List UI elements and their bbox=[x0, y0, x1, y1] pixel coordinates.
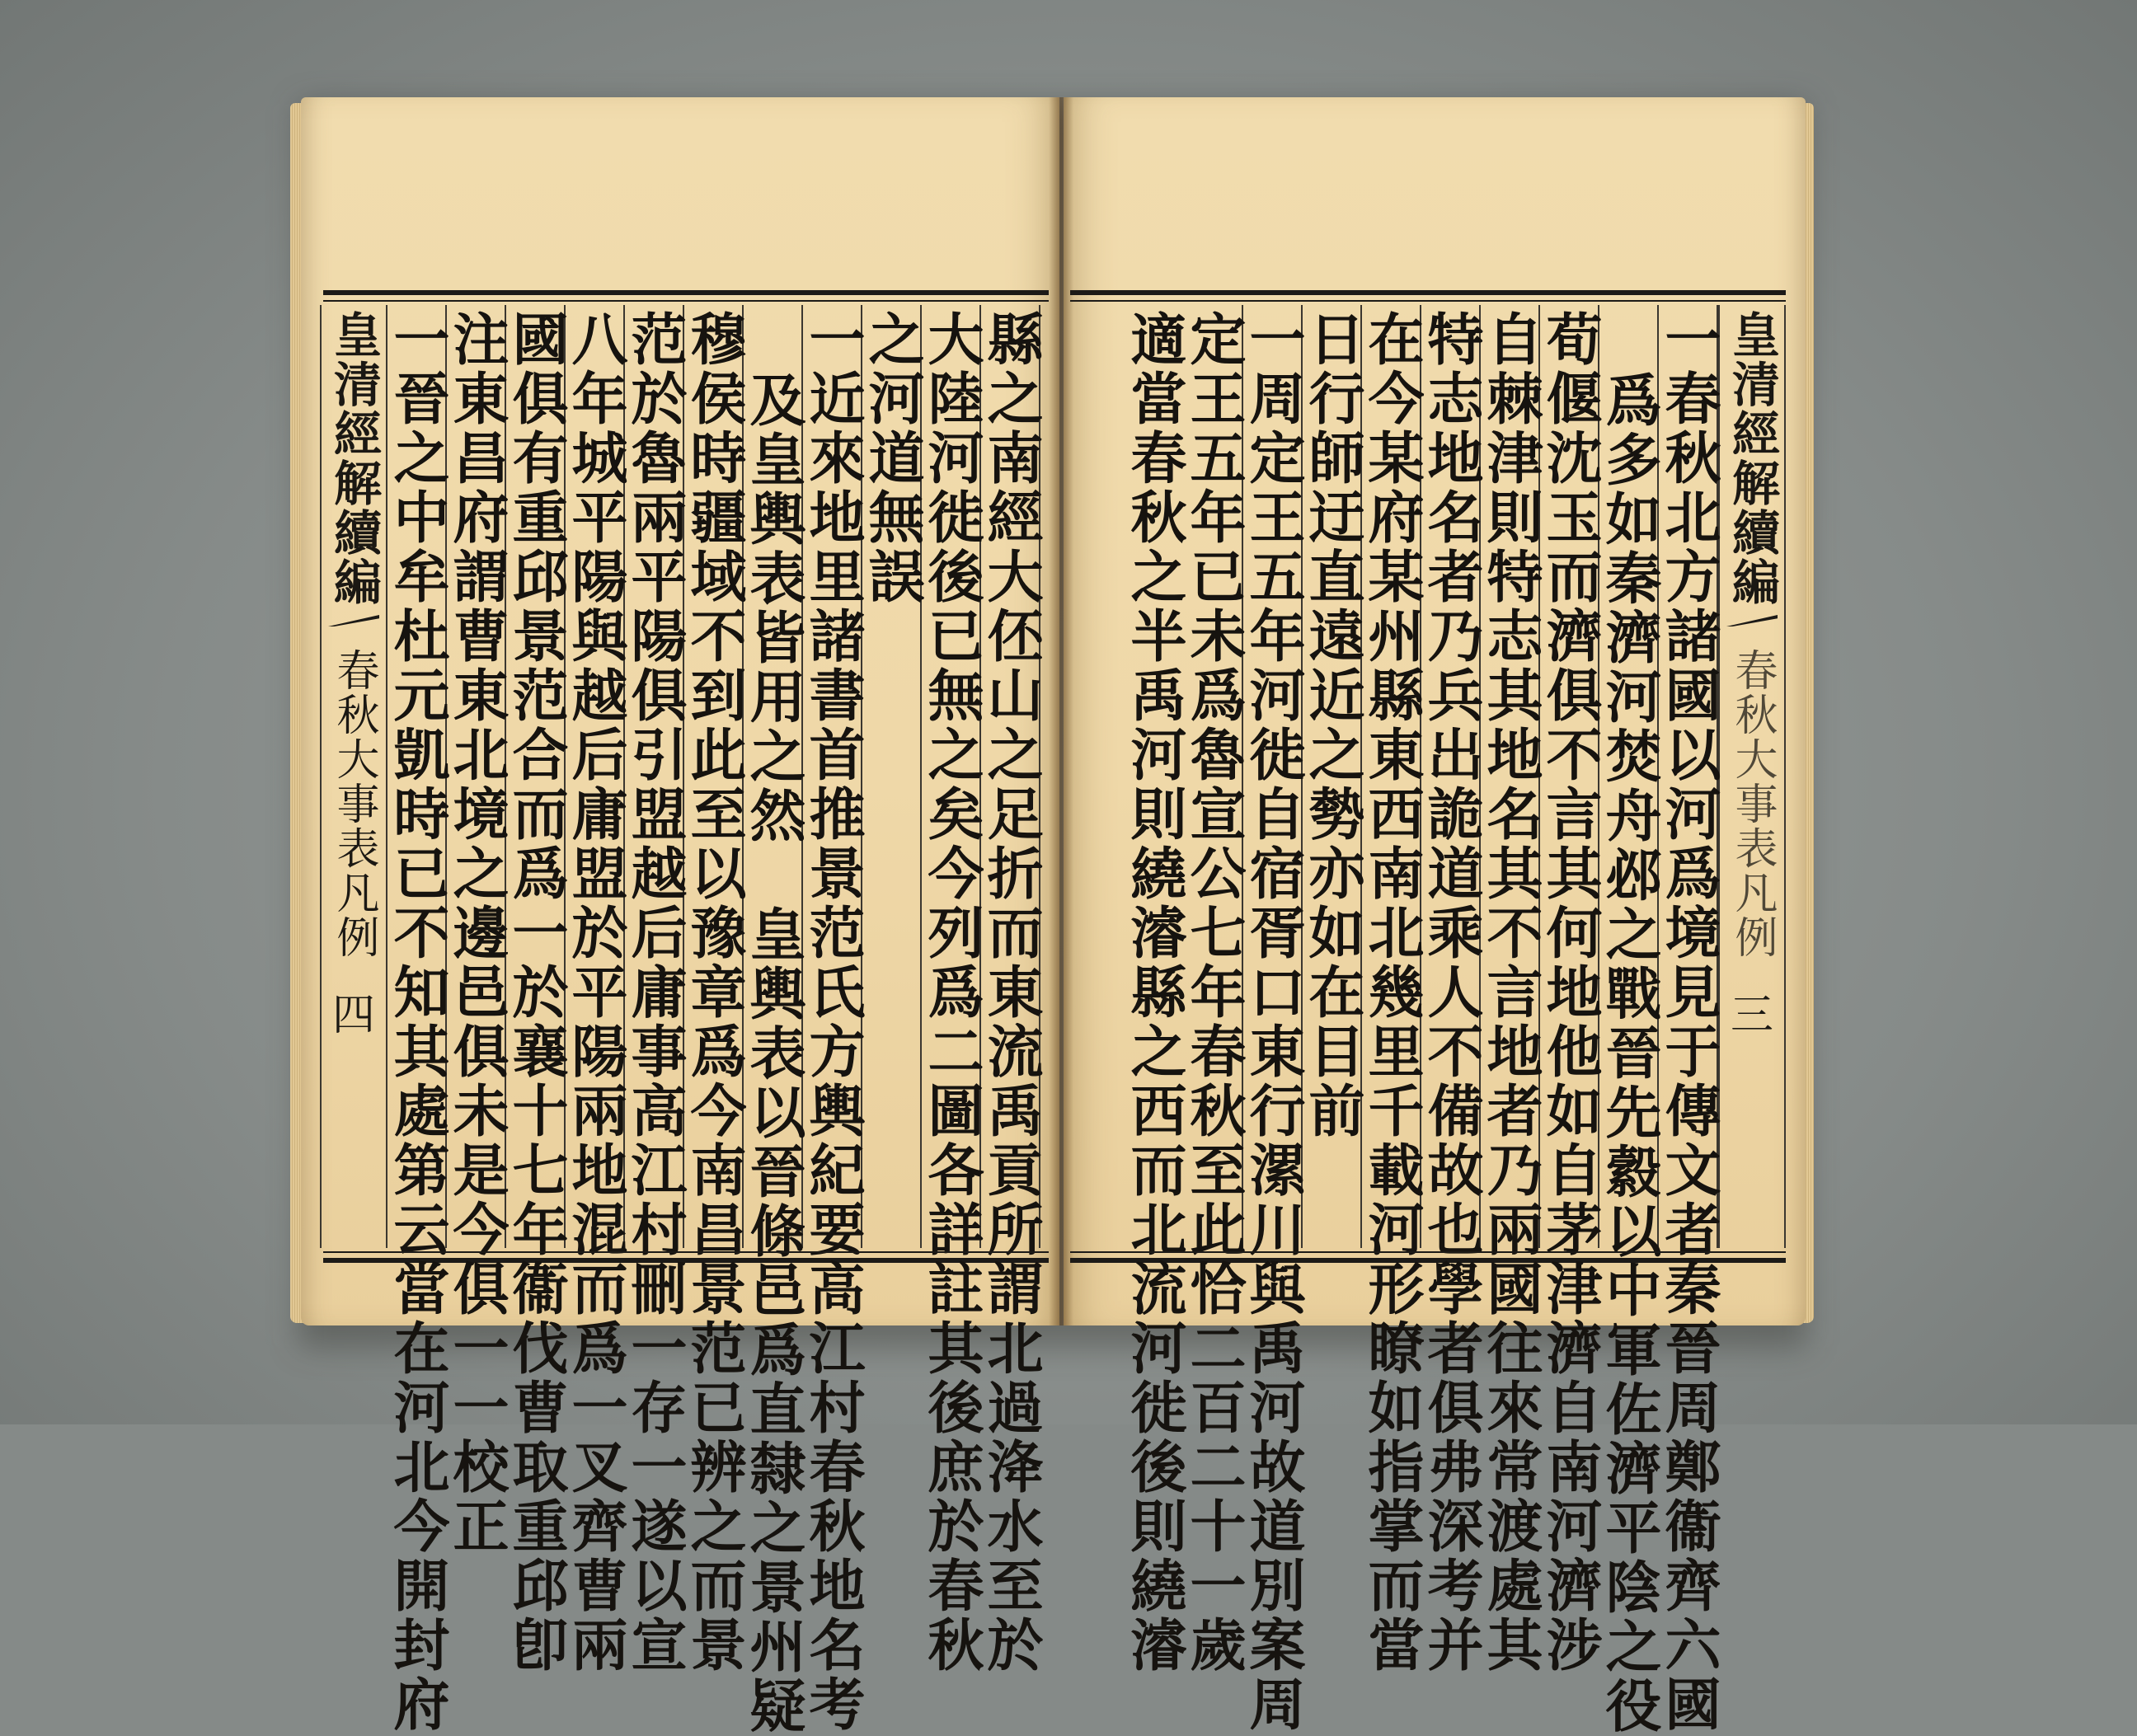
column-text: 范於魯兩平陽俱引盟越后庸事高江村刪一存一遂以宣 bbox=[622, 310, 688, 1675]
text-column bbox=[918, 305, 984, 1675]
text-column bbox=[1656, 305, 1721, 1734]
right-page-text-frame bbox=[1070, 290, 1786, 1736]
column-text: 荀偃沈玉而濟俱不言其何地他如自茅津濟自南河濟涉 bbox=[1537, 310, 1603, 1675]
column-text: 定王五年已未爲魯宣公七年春秋至此恰二百二十一歲 bbox=[1181, 310, 1247, 1675]
margin-book-title: 皇清經解續編 bbox=[1724, 310, 1780, 607]
margin-section-title: 春秋大事表凡例 bbox=[1727, 648, 1777, 959]
column-text: 自棘津則特志其地名其不言地者乃兩國往來常渡處其 bbox=[1477, 310, 1543, 1675]
text-column bbox=[1240, 305, 1306, 1734]
left-page-center-margin bbox=[320, 305, 387, 1248]
text-column bbox=[444, 305, 510, 1556]
text-column bbox=[622, 305, 688, 1675]
column-text: 一近來地里諸書首推景范氏方輿紀要高江村春秋地名考 bbox=[800, 310, 866, 1734]
text-column bbox=[562, 305, 628, 1675]
page-number: 三 bbox=[1730, 991, 1773, 1040]
fish-tail-mark bbox=[1726, 615, 1778, 626]
column-text: 縣之南經大伾山之足折而東流禹貢所謂北過洚水至於 bbox=[978, 310, 1044, 1675]
text-column bbox=[1477, 305, 1543, 1675]
page-number: 四 bbox=[331, 991, 375, 1040]
column-text: 日行師迂直遠近之勢亦如在目前 bbox=[1299, 310, 1365, 1141]
fish-tail-mark bbox=[328, 615, 379, 626]
text-column bbox=[1418, 305, 1484, 1675]
column-text: 穆侯時疆域不到此至以豫章爲今南昌景范已辨之而景 bbox=[681, 310, 747, 1675]
column-text: 八年城平陽與越后庸盟於平陽兩地混而爲一叉齊曹兩 bbox=[562, 310, 628, 1675]
text-column bbox=[1359, 305, 1425, 1675]
column-text: 在今某府某州縣東西南北幾里千載河形瞭如指掌而當 bbox=[1359, 310, 1425, 1675]
text-column bbox=[1596, 305, 1662, 1736]
text-column bbox=[1299, 305, 1365, 1248]
text-column bbox=[1121, 305, 1187, 1675]
column-text: 一周定王五年河徙自宿胥口東行漯川與禹河故道別案周 bbox=[1240, 310, 1306, 1734]
text-column bbox=[1181, 305, 1247, 1675]
text-column bbox=[1537, 305, 1603, 1675]
text-column bbox=[681, 305, 747, 1675]
text-column bbox=[978, 305, 1044, 1675]
text-column bbox=[740, 305, 806, 1736]
column-text: 大陸河徙後已無之矣今列爲二圖各詳註其後庶於春秋 bbox=[918, 310, 984, 1675]
column-text: 爲多如秦濟河焚舟邲之戰晉先縠以中軍佐濟平陰之役 bbox=[1596, 371, 1662, 1736]
column-text: 一晉之中牟杜元凱時已不知其處第云當在河北今開封府 bbox=[384, 310, 450, 1734]
column-text: 注東昌府謂曹東北境之邊邑俱未是今俱一一校正 bbox=[444, 310, 510, 1556]
column-text: 及皇輿表皆用之然 皇輿表以晉條邑爲直隸之景州疑 bbox=[740, 371, 806, 1736]
text-column bbox=[800, 305, 866, 1734]
column-text: 國俱有重邱景范合而爲一於襄十七年衞伐曹取重邱卽 bbox=[503, 310, 569, 1675]
column-text: 適當春秋之半禹河則繞濬縣之西而北流河徙後則繞濬 bbox=[1121, 310, 1187, 1675]
margin-section-title: 春秋大事表凡例 bbox=[329, 648, 378, 959]
text-column bbox=[384, 305, 450, 1734]
left-page-text-frame bbox=[323, 290, 1049, 1736]
column-text: 之河道無誤 bbox=[859, 310, 925, 607]
text-column bbox=[859, 305, 925, 1248]
column-text: 特志地名者乃兵出詭道乘人不備故也學者俱弗深考并 bbox=[1418, 310, 1484, 1675]
text-column bbox=[503, 305, 569, 1675]
column-text: 一春秋北方諸國以河爲境見于傳文者秦晉周鄭衞齊六國 bbox=[1656, 310, 1721, 1734]
margin-book-title: 皇清經解續編 bbox=[326, 310, 382, 607]
right-page-center-margin bbox=[1718, 305, 1786, 1248]
